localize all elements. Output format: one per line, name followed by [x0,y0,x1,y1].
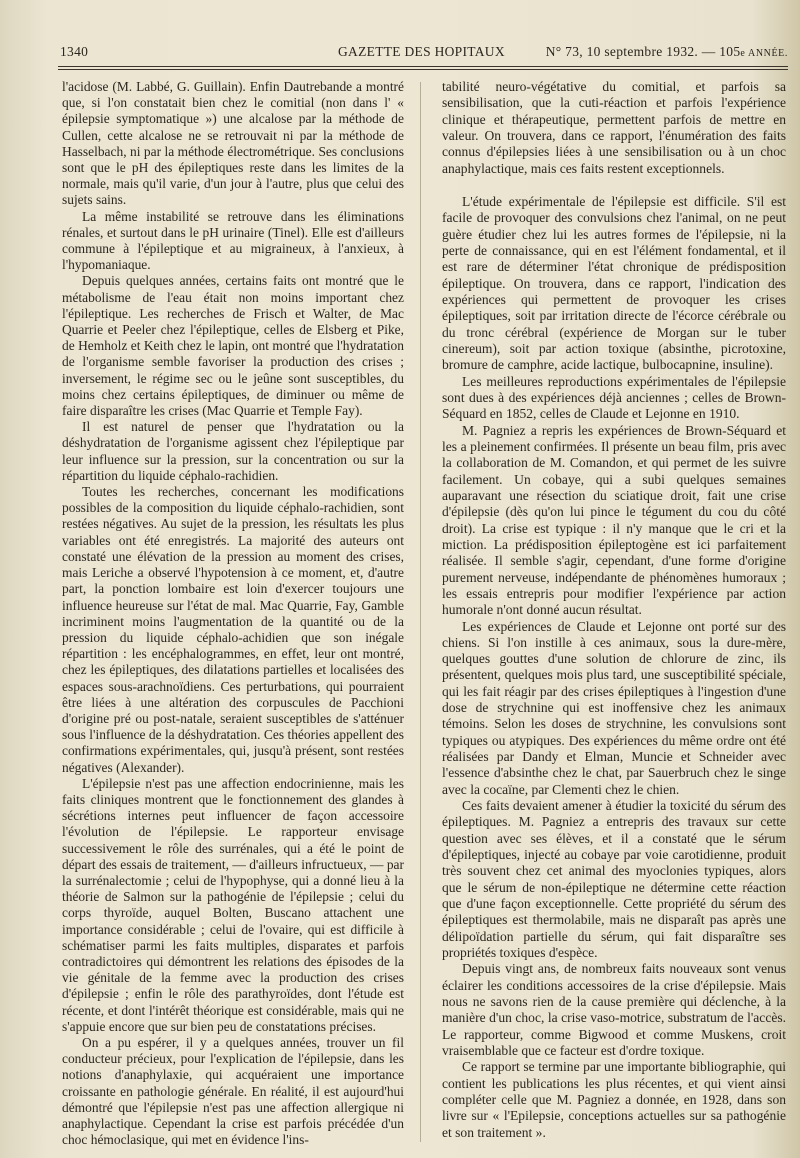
issue-info [546,44,788,60]
paragraph: Les expériences de Claude et Lejonne ont porté sur des chiens. Si l'on instille à ces animaux, sous la dure-mère, quelques gouttes d'une solution de chlorure de zinc, ils présentent, quelques mois plus tard, une susceptibilité spéciale, qui les fait réagir par des crises épileptiques à l'ingestion d'une dose de strychnine qui est inoffensive chez les animaux témoins. Selon les doses de strychnine, les convulsions sont typiques ou atypiques. Des expériences du même ordre ont été réalisées par Dandy et Elman, Muncie et Schneider avec l'essence d'absinthe chez le chat, par Sauerbruch chez le singe avec la cocaïne, par Clementi chez le chien. [442,618,786,797]
header-rule [58,66,788,67]
paragraph: La même instabilité se retrouve dans les éliminations rénales, et surtout dans le pH urinaire (Tinel). Elle est d'ailleurs commune à l'épileptique et au migraineux, à l'anxieux, à l'hypomaniaque. [62,208,404,273]
paragraph: L'épilepsie n'est pas une affection endocrinienne, mais les faits cliniques montrent que le fonctionnement des glandes à sécrétions internes peut influencer de façon accessoire l'évolution de l'épilepsie. Le rapporteur envisage successivement le rôle des surrénales, qui a été le point de départ des essais de traitement, — d'ailleurs infructueux, — par la surrénalectomie ; celui de l'hypophyse, qui a donné lieu à la théorie de Salmon sur la pathogénie de l'épilepsie ; celui du corps thyroïde, auquel Bolten, Buscano attachent une importance considérable ; celui de l'ovaire, qui est difficile à schématiser parmi les faits multiples, disparates et parfois contradictoires qui démontrent les relations des épisodes de la vie génitale de la femme avec la production des crises d'épilepsie ; enfin le rôle des parathyroïdes, dont l'étude est récente, et dont l'intérêt théorique est considérable, mais qui ne s'appuie encore que sur bien peu de constatations précises. [62,775,404,1034]
issue-date: N° 73, 10 septembre 1932. — 105 [545,44,741,59]
paragraph: Les meilleures reproductions expérimentales de l'épilepsie sont dues à des expériences déjà anciennes ; celles de Brown-Séquard en 1852, celles de Claude et Lejonne en 1910. [442,373,786,422]
paragraph: Ces faits devaient amener à étudier la toxicité du sérum des épileptiques. M. Pagniez a entrepris des travaux sur cette question avec ses élèves, et il a constaté que le sérum d'épileptiques, injecté au cobaye par voie carotidienne, produit très souvent chez cet animal des myoclonies typiques, alors que le sérum de non-épileptique ne détermine cette réaction que d'une façon exceptionnelle. Cette propriété du sérum des épileptiques est thermolabile, mais ne disparaît pas après une délipoïdation partielle du sérum, qui fait disparaître ses propriétés toxiques d'espèce. [442,798,786,961]
paragraph: tabilité neuro-végétative du comitial, et parfois sa sensibilisation, que la cuti-réaction et parfois l'expérience clinique et thérapeutique, permettent parfois de mettre en valeur. On trouvera, dans ce rapport, l'énumération des faits connus d'épilepsies liées à une sensibilisation ou à un choc anaphylactique, mais ces faits restent exceptionnels. [442,79,786,176]
page-number: 1340 [60,44,89,59]
paragraph: Ce rapport se termine par une importante bibliographie, qui contient les publications les plus récentes, et qui vient ainsi compléter celle que M. Pagniez a donnée, en 1928, dans son livre sur « l'Epilepsie, conceptions actuelles sur sa pathogénie et son traitement ». [442,1059,786,1140]
right-column [442,79,786,1149]
header-rule-double [58,69,788,70]
page-header [60,42,788,64]
paragraph: Depuis vingt ans, de nombreux faits nouveaux sont venus éclairer les conditions accessoires de la crise d'épilepsie. Mais nous ne savons rien de la cause première qui déclenche, à la manière d'un choc, la crise vaso-motrice, substratum de l'accès. Le rapporteur, comme Bigwood et comme Muskens, croit vraisemblable que ce facteur est d'ordre toxique. [442,961,786,1059]
paragraph: Depuis quelques années, certains faits ont montré que le métabolisme de l'eau était non moins important chez l'épileptique. Les recherches de Frisch et Walter, de Mac Quarrie et Peeler chez l'épileptique, celles de Elsberg et Pike, de Hemholz et Keith chez le lapin, ont montré que l'hydratation de l'organisme semble favoriser la production des crises ; inversement, le régime sec ou le jeûne sont susceptibles, du moins chez certains épileptiques, de diminuer ou même de faire disparaître les crises (Mac Quarrie et Temple Fay). [62,273,404,419]
journal-title: GAZETTE DES HOPITAUX [338,44,505,59]
column-divider [420,82,421,1142]
left-column [62,79,404,1149]
paragraph: On a pu espérer, il y a quelques années, trouver un fil conducteur précieux, pour l'explication de l'épilepsie, dans les notions d'anaphylaxie, qui acquéraient une importance croissante en pathologie générale. En réalité, il est aujourd'hui démontré que l'épilepsie n'est pas une affection allergique ni anaphylactique. Cependant la crise est parfois précédée d'un choc hémoclasique, qui met en évidence l'ins- [62,1034,404,1148]
paragraph: Toutes les recherches, concernant les modifications possibles de la composition du liquide céphalo-rachidien, sont restées négatives. Au sujet de la pression, les résultats les plus variables ont été enregistrés. La majorité des auteurs ont constaté une élévation de la pression au moment des crises, mais Leriche a observé l'hypotension à ce moment, et, d'autre part, la ponction lombaire est loin d'exercer toujours une influence heureuse sur l'état de mal. Mac Quarrie, Fay, Gamble incriminent moins l'augmentation de la quantité ou de la pression du liquide céphalo-achidien que son inégale répartition : les encéphalogrammes, en effet, leur ont montré, chez les épileptiques, des dilatations partielles et localisées des espaces sous-arachnoïdiens. Ces perturbations, qui pourraient être liées à une altération des corpuscules de Pacchioni d'origine pré ou post-natale, seraient susceptibles de s'atténuer sous l'influence de la déshydratation. Ces théories appellent des confirmations expérimentales, qui, jusqu'à présent, sont restées négatives (Alexander). [62,484,404,775]
paragraph: L'étude expérimentale de l'épilepsie est difficile. S'il est facile de provoquer des convulsions chez l'animal, on ne peut guère étudier chez lui les autres formes de l'épilepsie, ni la perte de connaissance, qui en est l'élément fondamental, et il est rare de déterminer l'état chronique de prédisposition épileptique. On trouvera, dans ce rapport, l'indication des expériences qui permettent de provoquer les crises épileptiques, soit par irritation directe de l'écorce cérébrale ou du tronc cérébral (expérience de Morgan sur le tuber cinereum), soit par action toxique (absinthe, picrotoxine, bromure de camphre, acide lactique, bulbocapnine, insuline). [442,193,786,373]
paragraph: M. Pagniez a repris les expériences de Brown-Séquard et les a pleinement confirmées. Il présente un beau film, pris avec la collaboration de M. Comandon, et qui permet de les suivre facilement. Un cobaye, qui a subi quelques semaines auparavant une résection du sciatique droit, fait une crise d'épilepsie (dès qu'on lui pince le tégument du cou du côté droit). La crise est typique : il n'y manque que le cri et la miction. La prédisposition épileptogène est ici parfaitement réalisée. Il semble s'agir, cependant, d'une forme d'origine purement nerveuse, indépendante de phénomènes humoraux ; les essais entrepris pour modifier l'expérience par action humorale n'ont donné aucun résultat. [442,422,786,618]
paragraph: Il est naturel de penser que l'hydratation ou la déshydratation de l'organisme agissent chez l'épileptique par leur influence sur la pression, sur la concentration ou sur la répartition du liquide céphalo-rachidien. [62,419,404,483]
issue-year-label: e ANNÉE. [740,48,788,59]
paragraph: l'acidose (M. Labbé, G. Guillain). Enfin Dautrebande a montré que, si l'on constatait bien chez le comitial (non dans l' « épilepsie symptomatique ») une alcalose par la méthode de Cullen, cette alcalose ne se retrouvait ni par la méthode de Hasselbach, ni par la méthode électrométrique. Ses conclusions sont que le pH des épileptiques reste dans les limites de la normale, mais qu'il varie, d'un jour à l'autre, plus que celui des sujets sains. [62,79,404,208]
